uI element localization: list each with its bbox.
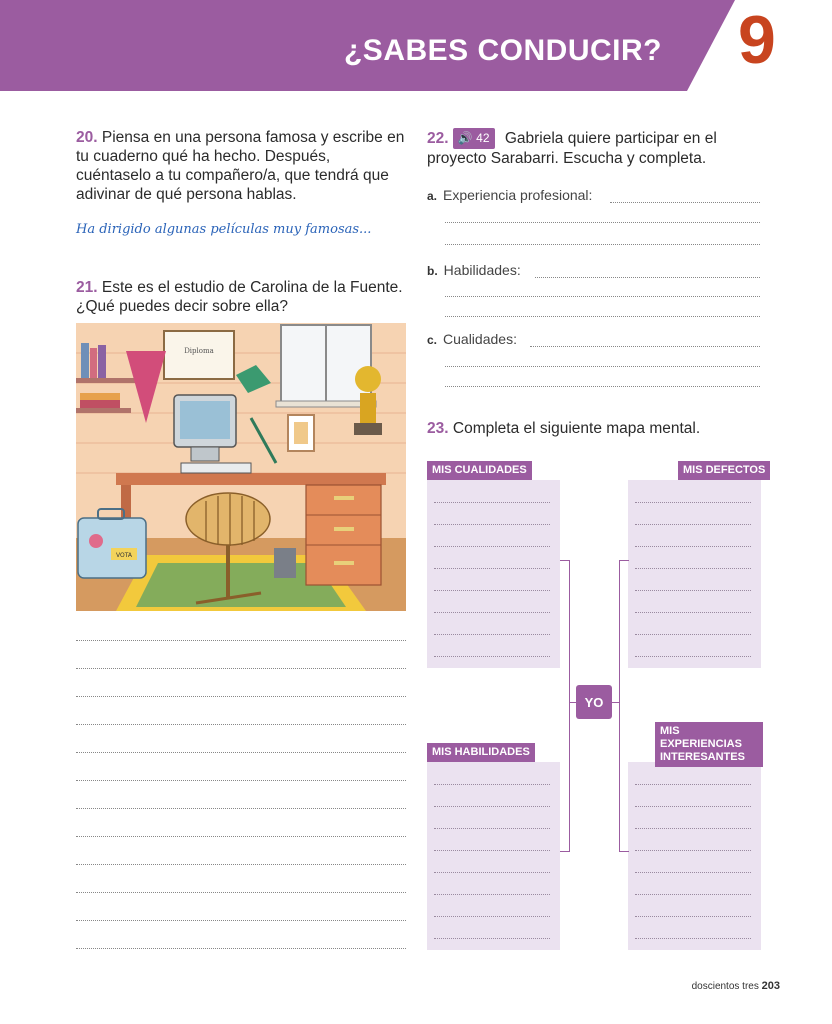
answer-line-b[interactable]	[445, 316, 760, 317]
box-line[interactable]	[635, 568, 751, 569]
experiences-label: MIS EXPERIENCIAS INTERESANTES	[655, 722, 763, 767]
page-number: 203	[761, 980, 780, 992]
question-20-text: Piensa en una persona famosa y escribe en tu cuaderno qué ha hecho. Después, cuéntaselo a tu compañero/a, que tendrá que adivinar de qué persona hablas.	[76, 129, 405, 203]
page-number-words: doscientos tres	[691, 981, 759, 992]
suitcase-sticker: VOTA	[115, 552, 133, 559]
answer-line-a[interactable]	[445, 222, 760, 223]
box-line[interactable]	[434, 656, 550, 657]
skills-label: MIS HABILIDADES	[427, 743, 535, 762]
item-a	[427, 187, 592, 203]
box-line[interactable]	[635, 656, 751, 657]
item-b-letter: b.	[427, 264, 438, 278]
box-line[interactable]	[434, 524, 550, 525]
unit-number: 9	[738, 2, 776, 78]
item-b	[427, 262, 521, 278]
box-line[interactable]	[434, 872, 550, 873]
box-line[interactable]	[434, 850, 550, 851]
answer-line-c[interactable]	[445, 366, 760, 367]
answer-line-a[interactable]	[610, 202, 760, 203]
box-line[interactable]	[635, 546, 751, 547]
question-23-number: 23.	[427, 420, 449, 437]
writing-line[interactable]	[76, 724, 406, 725]
box-line[interactable]	[434, 590, 550, 591]
question-21-number: 21.	[76, 279, 98, 296]
box-line[interactable]	[635, 938, 751, 939]
box-line[interactable]	[434, 634, 550, 635]
defects-box[interactable]	[628, 480, 761, 668]
item-a-label: Experiencia profesional:	[443, 187, 593, 203]
item-c	[427, 331, 517, 347]
writing-line[interactable]	[76, 920, 406, 921]
writing-line[interactable]	[76, 836, 406, 837]
box-line[interactable]	[434, 568, 550, 569]
box-line[interactable]	[434, 828, 550, 829]
box-line[interactable]	[635, 524, 751, 525]
box-line[interactable]	[635, 784, 751, 785]
writing-line[interactable]	[76, 668, 406, 669]
page-footer	[692, 980, 780, 992]
right-connector	[619, 560, 629, 852]
question-20-number: 20.	[76, 129, 98, 146]
diploma-text: Diploma	[184, 347, 214, 355]
question-21	[76, 278, 406, 316]
audio-track-button[interactable]	[453, 128, 495, 149]
box-line[interactable]	[434, 784, 550, 785]
answer-line-b[interactable]	[445, 296, 760, 297]
left-connector-stub	[569, 702, 576, 703]
experiences-box[interactable]	[628, 762, 761, 950]
studio-illustration	[76, 323, 406, 611]
box-line[interactable]	[635, 634, 751, 635]
answer-line-a[interactable]	[445, 244, 760, 245]
qualities-box[interactable]	[427, 480, 560, 668]
writing-line[interactable]	[76, 808, 406, 809]
item-c-label: Cualidades:	[443, 331, 517, 347]
question-21-text: Este es el estudio de Carolina de la Fuente. ¿Qué puedes decir sobre ella?	[76, 279, 403, 315]
page-title: ¿SABES CONDUCIR?	[343, 34, 662, 67]
box-line[interactable]	[635, 916, 751, 917]
box-line[interactable]	[434, 612, 550, 613]
question-20	[76, 128, 406, 204]
question-22-number: 22.	[427, 130, 449, 147]
box-line[interactable]	[635, 828, 751, 829]
answer-line-b[interactable]	[535, 277, 760, 278]
qualities-label: MIS CUALIDADES	[427, 461, 532, 480]
box-line[interactable]	[635, 612, 751, 613]
item-b-label: Habilidades:	[443, 262, 521, 278]
writing-line[interactable]	[76, 640, 406, 641]
speaker-icon: 🔊	[457, 131, 473, 145]
box-line[interactable]	[635, 590, 751, 591]
answer-line-c[interactable]	[530, 346, 760, 347]
box-line[interactable]	[434, 938, 550, 939]
box-line[interactable]	[434, 806, 550, 807]
box-line[interactable]	[635, 806, 751, 807]
writing-line[interactable]	[76, 864, 406, 865]
box-line[interactable]	[434, 502, 550, 503]
box-line[interactable]	[635, 872, 751, 873]
box-line[interactable]	[635, 502, 751, 503]
writing-line[interactable]	[76, 948, 406, 949]
box-line[interactable]	[434, 546, 550, 547]
left-connector	[560, 560, 570, 852]
skills-box[interactable]	[427, 762, 560, 950]
answer-line-c[interactable]	[445, 386, 760, 387]
item-a-letter: a.	[427, 189, 438, 203]
box-line[interactable]	[635, 894, 751, 895]
question-22-text: Gabriela quiere participar en el proyecto Sarabarri. Escucha y completa.	[427, 130, 717, 167]
writing-line[interactable]	[76, 892, 406, 893]
question-22	[427, 128, 767, 168]
audio-track-number: 42	[476, 131, 490, 145]
writing-line[interactable]	[76, 752, 406, 753]
box-line[interactable]	[434, 916, 550, 917]
sample-answer: Ha dirigido algunas películas muy famosas...	[76, 222, 372, 237]
right-connector-stub	[612, 702, 619, 703]
defects-label: MIS DEFECTOS	[678, 461, 770, 480]
box-line[interactable]	[635, 850, 751, 851]
center-node: YO	[576, 685, 612, 719]
writing-line[interactable]	[76, 696, 406, 697]
item-c-letter: c.	[427, 333, 438, 347]
question-23	[427, 419, 767, 438]
writing-line[interactable]	[76, 780, 406, 781]
question-23-text: Completa el siguiente mapa mental.	[452, 420, 701, 437]
box-line[interactable]	[434, 894, 550, 895]
